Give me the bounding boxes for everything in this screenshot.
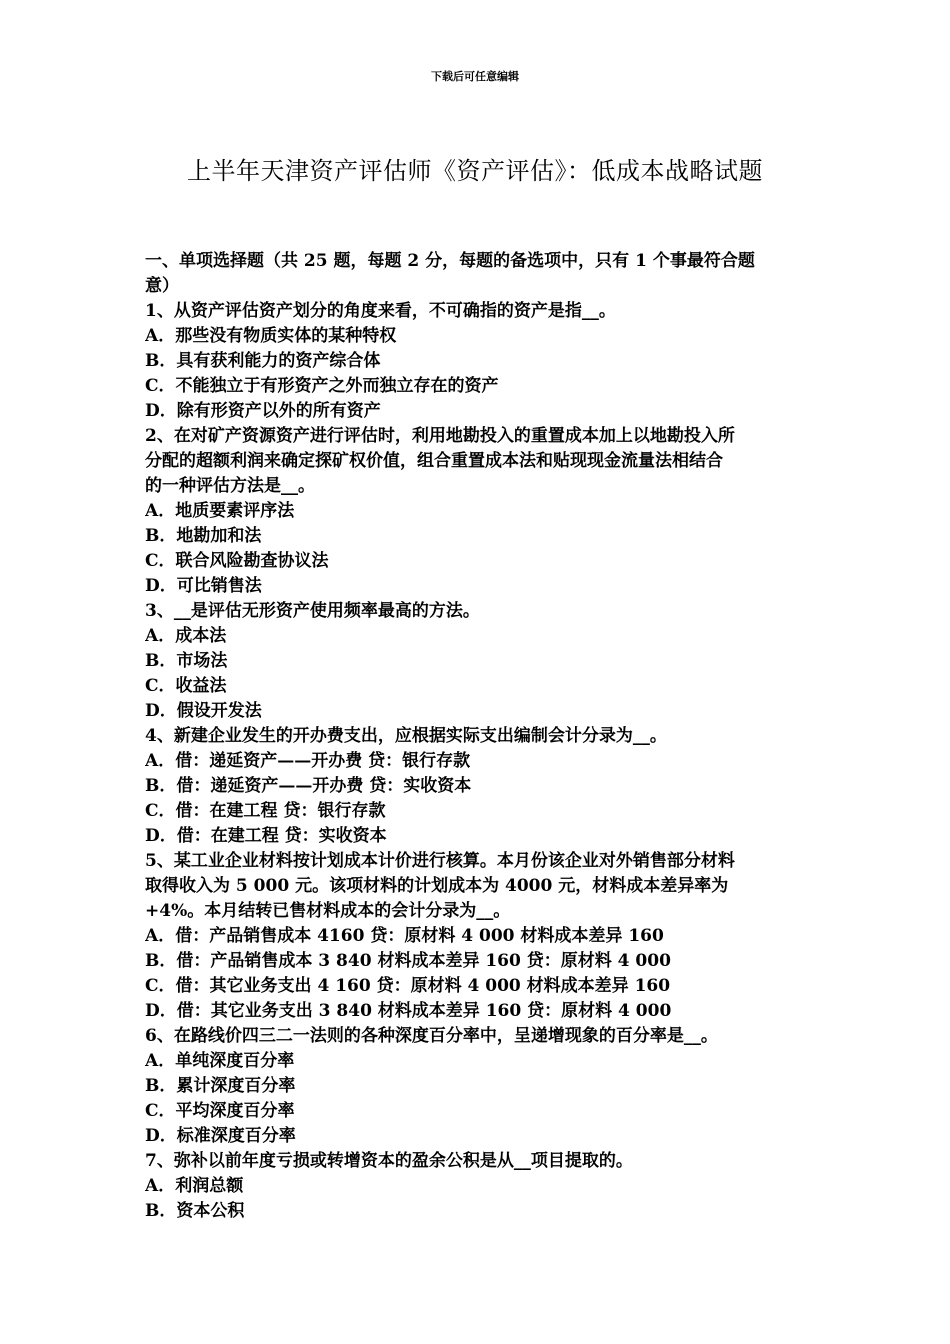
document-title: 上半年天津资产评估师《资产评估》：低成本战略试题	[187, 157, 763, 185]
question-1	[145, 299, 810, 424]
option-b: B．市场法	[145, 651, 228, 671]
option-b: B．累计深度百分率	[145, 1076, 296, 1096]
document-body	[145, 249, 810, 1224]
option-d: D．借：其它业务支出 3 840 材料成本差异 160 贷：原材料 4 000	[145, 1001, 672, 1021]
option-a: A．利润总额	[145, 1176, 244, 1196]
question-stem-continued: 的一种评估方法是__。	[145, 476, 315, 496]
option-c: C．平均深度百分率	[145, 1101, 295, 1121]
question-stem-continued: +4%。本月结转已售材料成本的会计分录为__。	[145, 901, 511, 921]
question-stem-continued: 分配的超额利润来确定探矿权价值，组合重置成本法和贴现现金流量法相结合	[145, 451, 723, 471]
option-d: D．假设开发法	[145, 701, 262, 721]
question-7	[145, 1149, 810, 1224]
header-note: 下载后可任意编辑	[431, 70, 519, 83]
option-b: B．地勘加和法	[145, 526, 262, 546]
question-6	[145, 1024, 810, 1149]
option-c: C．收益法	[145, 676, 227, 696]
option-a: A．地质要素评序法	[145, 501, 295, 521]
option-a: A．借：产品销售成本 4160 贷：原材料 4 000 材料成本差异 160	[145, 926, 664, 946]
question-stem: 1、从资产评估资产划分的角度来看，不可确指的资产是指__。	[145, 301, 616, 321]
section-heading-line-2: 意）	[145, 276, 179, 296]
option-b: B．借：产品销售成本 3 840 材料成本差异 160 贷：原材料 4 000	[145, 951, 671, 971]
option-c: C．借：在建工程 贷：银行存款	[145, 801, 386, 821]
option-b: B．借：递延资产——开办费 贷：实收资本	[145, 776, 472, 796]
option-d: D．标准深度百分率	[145, 1126, 296, 1146]
question-stem: 5、某工业企业材料按计划成本计价进行核算。本月份该企业对外销售部分材料	[145, 851, 735, 871]
question-stem-continued: 取得收入为 5 000 元。该项材料的计划成本为 4000 元，材料成本差异率为	[145, 876, 729, 896]
question-stem: 7、弥补以前年度亏损或转增资本的盈余公积是从__项目提取的。	[145, 1151, 633, 1171]
question-stem: 6、在路线价四三二一法则的各种深度百分率中，呈递增现象的百分率是__。	[145, 1026, 718, 1046]
question-stem: 4、新建企业发生的开办费支出，应根据实际支出编制会计分录为__。	[145, 726, 667, 746]
option-d: D．除有形资产以外的所有资产	[145, 401, 381, 421]
option-b: B．具有获利能力的资产综合体	[145, 351, 381, 371]
option-a: A．成本法	[145, 626, 227, 646]
option-d: D．借：在建工程 贷：实收资本	[145, 826, 387, 846]
option-c: C．不能独立于有形资产之外而独立存在的资产	[145, 376, 499, 396]
section-heading-line-1: 一、单项选择题（共 25 题，每题 2 分，每题的备选项中，只有 1 个事最符合题	[145, 251, 755, 271]
question-stem: 2、在对矿产资源资产进行评估时，利用地勘投入的重置成本加上以地勘投入所	[145, 426, 735, 446]
question-5	[145, 849, 810, 1024]
option-d: D．可比销售法	[145, 576, 262, 596]
option-a: A．那些没有物质实体的某种特权	[145, 326, 397, 346]
question-stem: 3、__是评估无形资产使用频率最高的方法。	[145, 601, 480, 621]
option-c: C．联合风险勘查协议法	[145, 551, 329, 571]
question-4	[145, 724, 810, 849]
option-a: A．借：递延资产——开办费 贷：银行存款	[145, 751, 471, 771]
question-3	[145, 599, 810, 724]
option-b: B．资本公积	[145, 1201, 245, 1221]
option-a: A．单纯深度百分率	[145, 1051, 295, 1071]
option-c: C．借：其它业务支出 4 160 贷：原材料 4 000 材料成本差异 160	[145, 976, 671, 996]
question-2	[145, 424, 810, 599]
